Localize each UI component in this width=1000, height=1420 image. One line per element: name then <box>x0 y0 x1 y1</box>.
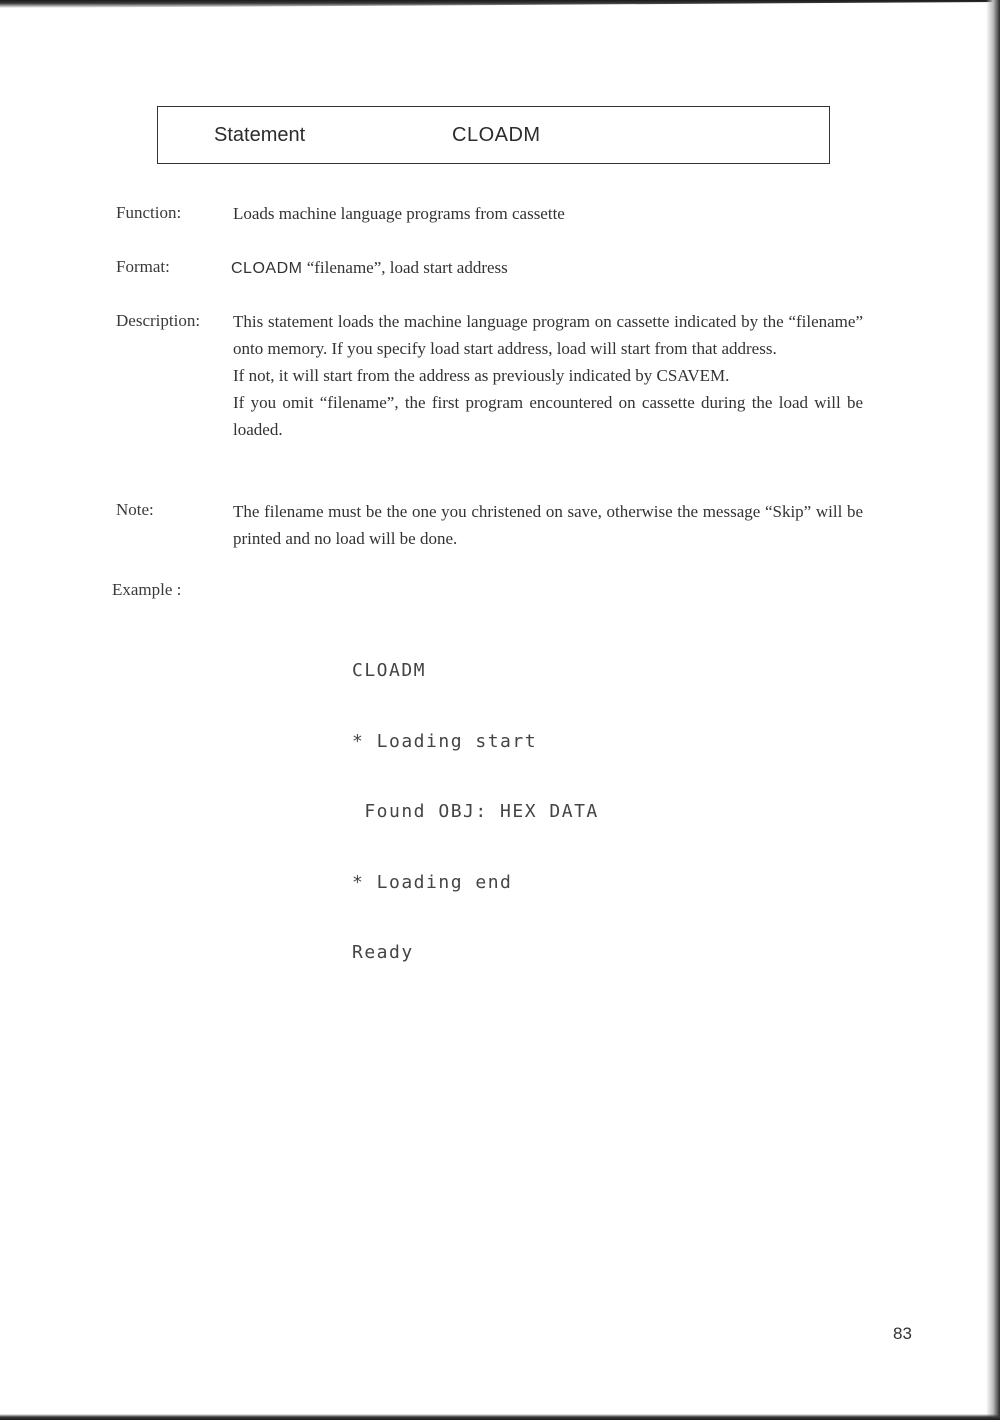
format-label: Format: <box>116 257 170 276</box>
description-paragraph: If not, it will start from the address as previously indicated by CSAVEM. <box>233 366 730 385</box>
note-text <box>233 498 863 552</box>
page-edge-bottom <box>0 1414 1000 1420</box>
format-keyword: CLOADM <box>231 260 303 277</box>
format-text <box>231 254 861 282</box>
example-code-block <box>352 612 599 988</box>
function-label: Function: <box>116 203 182 222</box>
page-edge-right <box>986 0 1000 1420</box>
description-text <box>233 308 863 443</box>
example-label: Example : <box>112 580 182 599</box>
description-paragraph: If you omit “filename”, the first program encountered on cassette during the load will be loaded. <box>233 393 863 439</box>
format-args: “filename”, load start address <box>302 258 508 277</box>
header-label: Statement <box>214 124 306 146</box>
note-label: Note: <box>116 500 154 519</box>
code-line: Found OBJ: HEX DATA <box>352 801 599 822</box>
page-edge-top <box>0 0 1000 8</box>
statement-header-box <box>157 106 830 164</box>
description-label: Description: <box>116 311 201 330</box>
note-paragraph: The filename must be the one you christened on save, otherwise the message “Skip” will be printed and no load will be done. <box>233 502 863 548</box>
code-line: * Loading start <box>352 730 538 752</box>
function-text <box>233 200 863 227</box>
page-number: 83 <box>893 1324 912 1343</box>
code-line: CLOADM <box>352 660 427 681</box>
code-line: Ready <box>352 942 414 963</box>
function-description: Loads machine language programs from cassette <box>233 204 565 223</box>
code-line: * Loading end <box>352 871 513 893</box>
description-paragraph: This statement loads the machine language program on cassette indicated by the “filename” onto memory. If you specify load start address, load will start from that address. <box>233 312 863 358</box>
statement-name: CLOADM <box>452 124 541 146</box>
